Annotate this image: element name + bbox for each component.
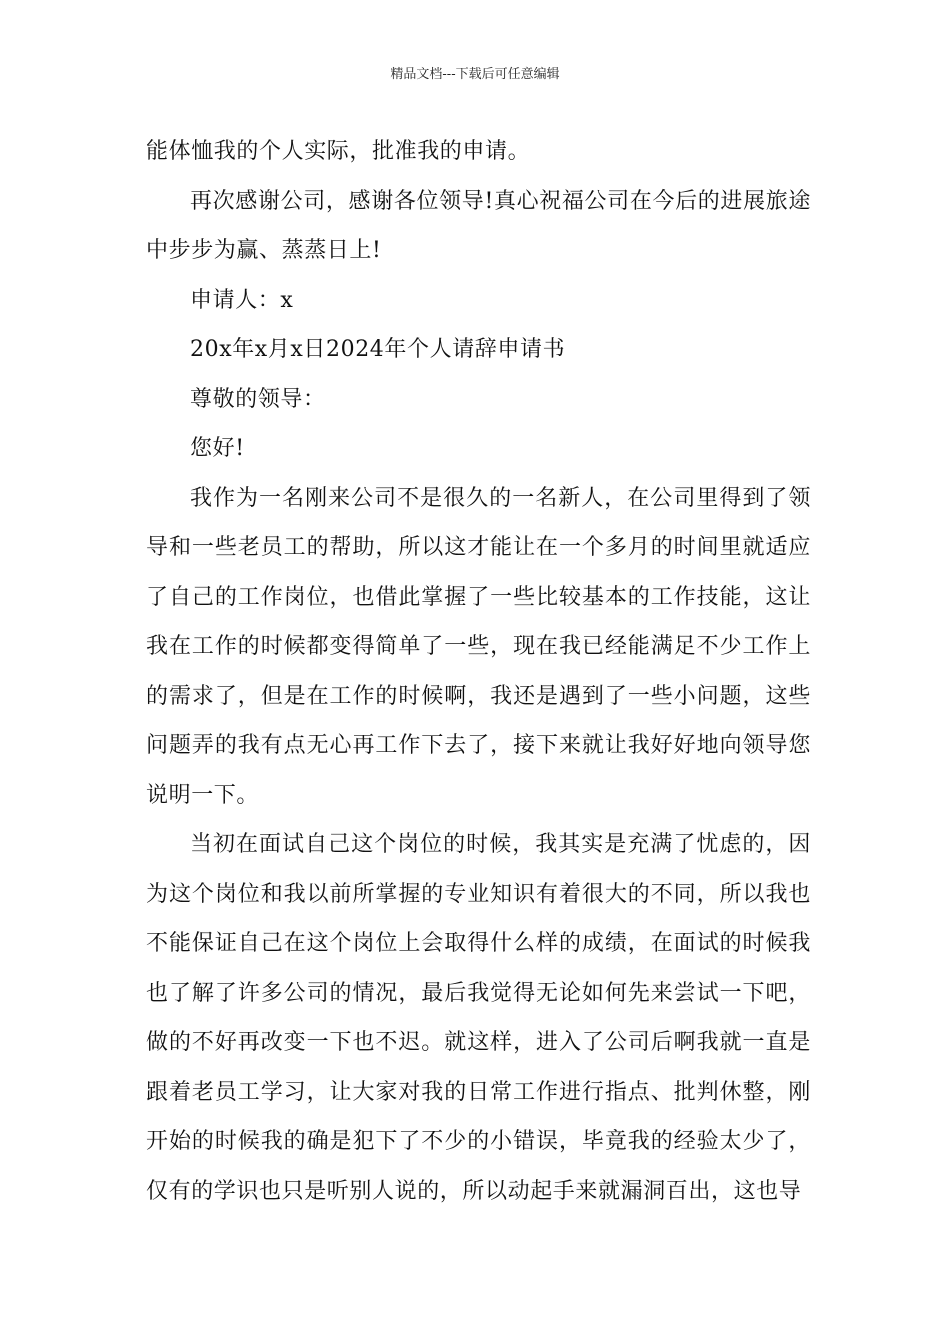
paragraph-thanks: 再次感谢公司，感谢各位领导!真心祝福公司在今后的进展旅途中步步为赢、蒸蒸日上! xyxy=(146,188,811,263)
paragraph-continuation: 能体恤我的个人实际，批准我的申请。 xyxy=(146,139,531,164)
greeting: 您好! xyxy=(190,436,245,461)
page-header: 精品文档---下载后可任意编辑 xyxy=(390,67,560,82)
applicant-line: 申请人：x xyxy=(190,287,294,313)
paragraph-interview: 当初在面试自己这个岗位的时候，我其实是充满了忧虑的，因为这个岗位和我以前所掌握的专业知识有着很大的不同，所以我也不能保证自己在这个岗位上会取得什么样的成绩，在面试的时候我也了解了许多公司的情况，最后我觉得无论如何先来尝试一下吧，做的不好再改变一下也不迟。就这样，进入了公司后啊我就一直是跟着老员工学习，让大家对我的日常工作进行指点、批判休整，刚开始的时候我的确是犯下了不少的小错误，毕竟我的经验太少了，仅有的学识也只是听别人说的，所以动起手来就漏洞百出，这也导 xyxy=(146,832,811,1204)
document-body xyxy=(146,127,811,1216)
date-title-line: 20x年x月x日2024年个人请辞申请书 xyxy=(190,337,566,362)
salutation: 尊敬的领导： xyxy=(190,386,326,412)
paragraph-intro: 我作为一名刚来公司不是很久的一名新人，在公司里得到了领导和一些老员工的帮助，所以这才能让在一个多月的时间里就适应了自己的工作岗位，也借此掌握了一些比较基本的工作技能，这让我在工作的时候都变得简单了一些，现在我已经能满足不少工作上的需求了，但是在工作的时候啊，我还是遇到了一些小问题，这些问题弄的我有点无心再工作下去了，接下来就让我好好地向领导您说明一下。 xyxy=(146,485,811,808)
